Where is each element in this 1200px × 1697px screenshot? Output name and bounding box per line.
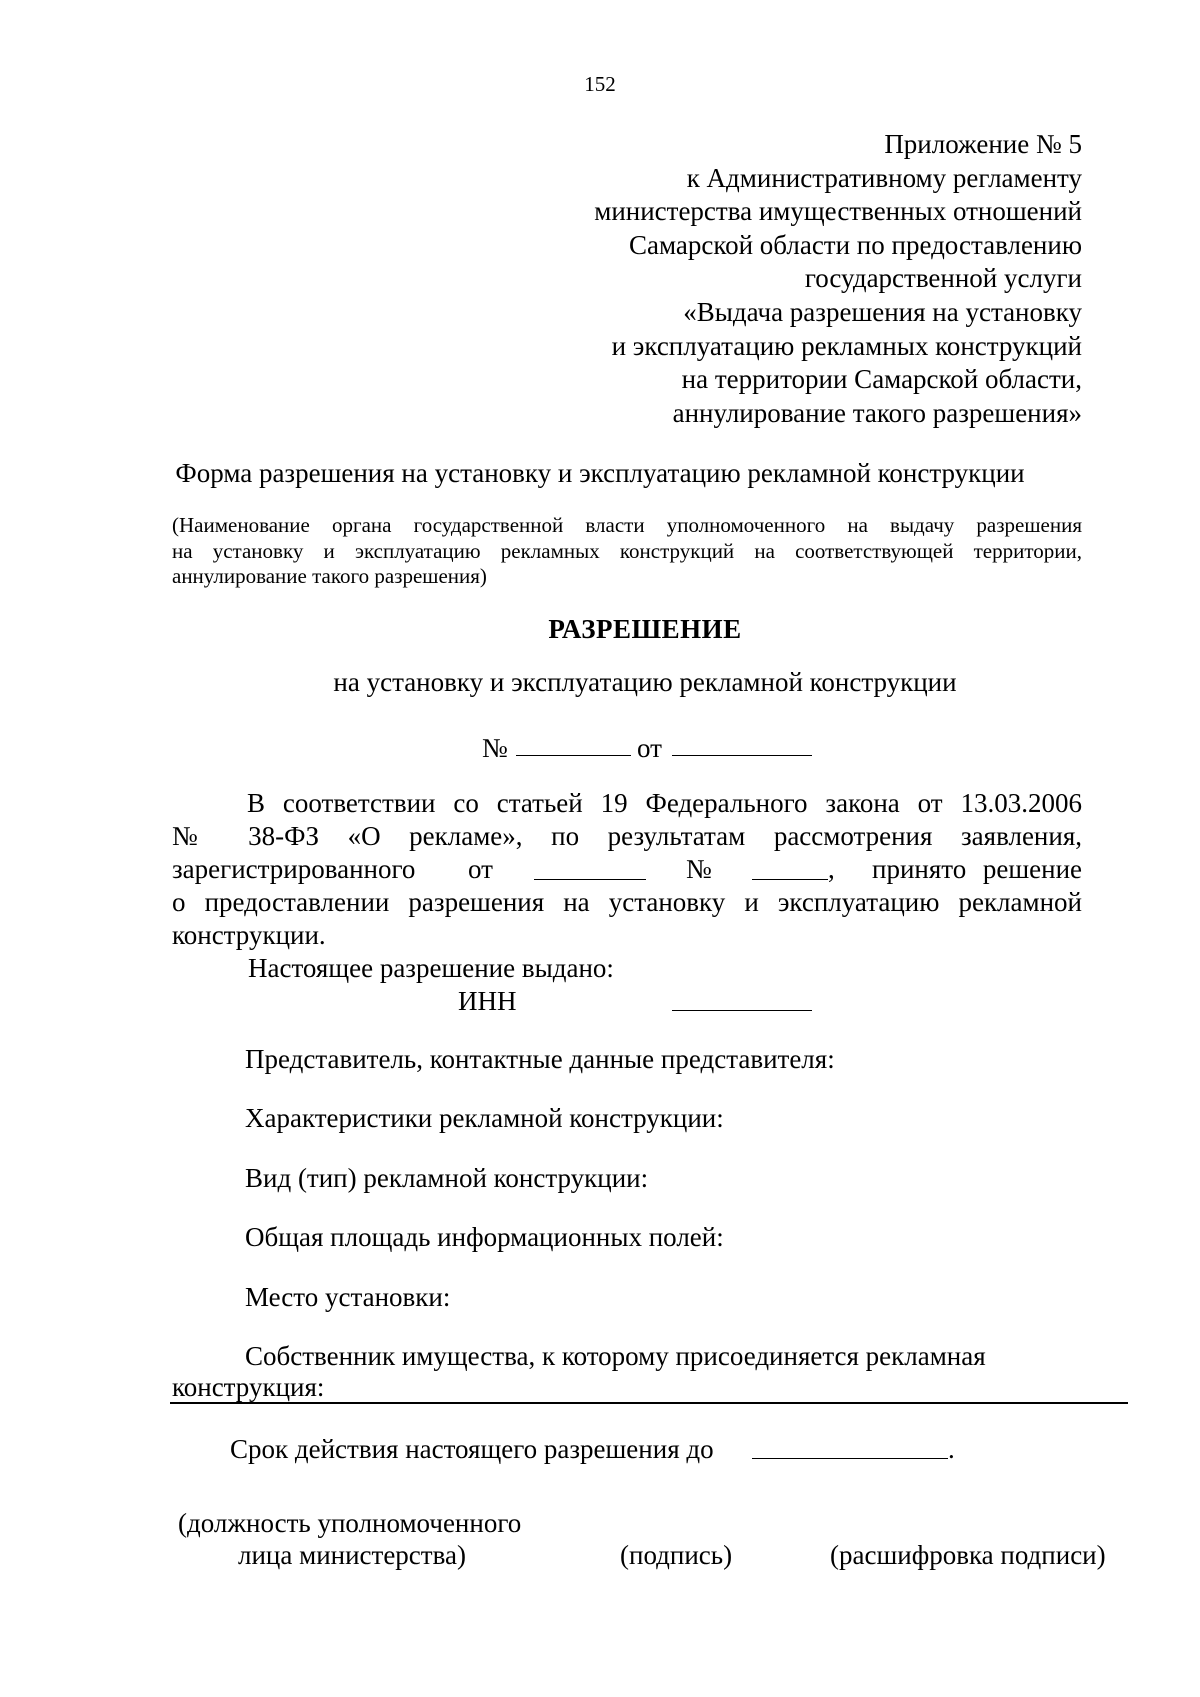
document-subtitle: на установку и эксплуатацию рекламной конструкции — [333, 667, 957, 697]
permit-number-blank[interactable] — [516, 733, 631, 756]
body-line: конструкции. — [172, 920, 326, 950]
appendix-line: Самарской области по предоставлению — [628, 229, 1082, 260]
validity-date-blank[interactable] — [752, 1436, 948, 1459]
decision-word: решение — [982, 854, 1082, 884]
appendix-line: и эксплуатацию рекламных конструкций — [611, 330, 1082, 361]
permit-date-blank[interactable] — [672, 733, 812, 756]
body-line: В соответствии со статьей 19 Федерального закона от 13.03.2006 — [247, 788, 1082, 818]
construction-type-label: Вид (тип) рекламной конструкции: — [245, 1163, 649, 1193]
appendix-line: аннулирование такого разрешения» — [672, 397, 1082, 428]
registered-word: зарегистрированного — [172, 854, 416, 884]
number-sign: № — [482, 733, 508, 763]
body-line: № 38-ФЗ «О рекламе», по результатам рассмотрения заявления, — [172, 821, 1082, 851]
authority-note-line: на установку и эксплуатацию рекламных конструкций на соответствующей территории, — [172, 538, 1082, 563]
appendix-line: на территории Самарской области, — [681, 364, 1082, 395]
inn-blank[interactable] — [672, 988, 812, 1011]
body-line-registered — [172, 853, 1082, 886]
owner-underline — [170, 1402, 1128, 1404]
appendix-line: к Административному регламенту — [686, 162, 1082, 193]
appendix-line: «Выдача разрешения на установку — [683, 296, 1082, 327]
position-label: (должность уполномоченного — [178, 1508, 522, 1538]
from-word: от — [468, 854, 493, 884]
characteristics-label: Характеристики рекламной конструкции: — [245, 1103, 724, 1133]
validity-label: Срок действия настоящего разрешения до — [230, 1434, 714, 1464]
application-date-blank[interactable] — [534, 857, 646, 880]
form-title: Форма разрешения на установку и эксплуатацию рекламной конструкции — [175, 458, 1025, 488]
installation-place-label: Место установки: — [245, 1282, 451, 1312]
property-owner-label-cont: конструкция: — [172, 1372, 325, 1402]
page-number: 152 — [584, 72, 616, 96]
issued-to-label: Настоящее разрешение выдано: — [248, 953, 614, 983]
position-label-cont: лица министерства) — [238, 1540, 466, 1570]
comma: , — [828, 854, 835, 884]
body-paragraph — [172, 787, 1082, 952]
appendix-header — [594, 128, 1082, 430]
property-owner-label: Собственник имущества, к которому присоединяется рекламная — [245, 1341, 986, 1371]
authority-note-line: аннулирование такого разрешения) — [172, 564, 487, 588]
representative-label: Представитель, контактные данные представителя: — [245, 1044, 835, 1074]
authority-note — [172, 513, 1082, 590]
information-area-label: Общая площадь информационных полей: — [245, 1222, 724, 1252]
authority-note-line: (Наименование органа государственной власти уполномоченного на выдачу разрешения — [172, 513, 1082, 537]
from-word: от — [637, 733, 662, 763]
appendix-line: Приложение № 5 — [884, 129, 1082, 159]
accepted-word: принято — [872, 854, 967, 884]
appendix-line: министерства имущественных отношений — [594, 196, 1082, 227]
signature-label: (подпись) — [620, 1540, 733, 1570]
validity-period: . — [948, 1434, 955, 1464]
appendix-line: государственной услуги — [804, 263, 1082, 294]
body-line: о предоставлении разрешения на установку и эксплуатацию рекламной — [172, 887, 1082, 917]
application-number-blank[interactable] — [752, 857, 828, 880]
document-title: РАЗРЕШЕНИЕ — [548, 614, 742, 644]
inn-label: ИНН — [458, 986, 517, 1016]
number-sign: № — [686, 854, 712, 884]
signature-decoding-label: (расшифровка подписи) — [830, 1540, 1106, 1570]
